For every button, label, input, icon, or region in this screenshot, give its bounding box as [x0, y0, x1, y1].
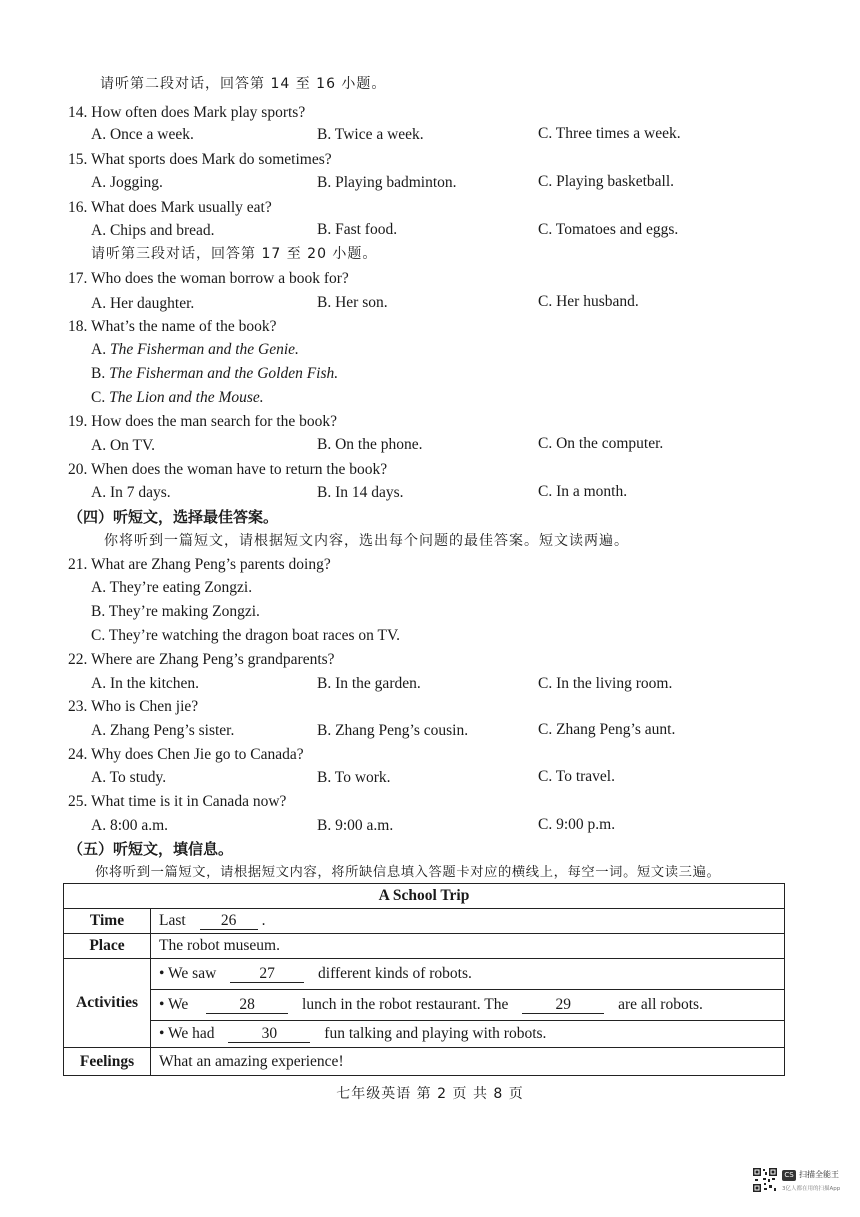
- question-25: 25. What time is it in Canada now?: [68, 793, 287, 810]
- q18-option-a-title: The Fisherman and the Genie.: [109, 341, 299, 358]
- place-text: The robot museum.: [151, 934, 785, 959]
- q17-option-b: B. Her son.: [317, 294, 388, 311]
- scanner-tagline: 3亿人都在用的扫描App: [782, 1186, 841, 1192]
- question-21: 21. What are Zhang Peng’s parents doing?: [68, 556, 331, 573]
- activity-1: [151, 959, 785, 990]
- q18-option-b: [91, 364, 338, 384]
- q24-option-b: B. To work.: [317, 769, 391, 786]
- blank-30[interactable]: 30: [228, 1026, 310, 1043]
- activity-1-pre: • We saw: [159, 965, 217, 982]
- part4-title: （四）听短文，选择最佳答案。: [68, 508, 279, 526]
- q15-option-b: B. Playing badminton.: [317, 174, 457, 191]
- q20-option-c: C. In a month.: [538, 483, 628, 500]
- question-23: 23. Who is Chen jie?: [68, 698, 199, 715]
- q18-option-c-title: The Lion and the Mouse.: [109, 389, 264, 406]
- q16-option-a: A. Chips and bread.: [91, 222, 215, 239]
- scanner-app-name: 扫描全能王: [799, 1170, 839, 1179]
- question-16: 16. What does Mark usually eat?: [68, 199, 272, 216]
- q18-option-b-title: The Fisherman and the Golden Fish.: [109, 365, 339, 382]
- q22-option-c: C. In the living room.: [538, 675, 673, 692]
- q22-option-a: A. In the kitchen.: [91, 675, 200, 692]
- activity-3-post: fun talking and playing with robots.: [324, 1025, 547, 1042]
- q23-option-b: B. Zhang Peng’s cousin.: [317, 722, 469, 739]
- activities-label: Activities: [64, 959, 151, 1048]
- q19-option-b: B. On the phone.: [317, 436, 423, 453]
- q20-option-b: B. In 14 days.: [317, 484, 404, 501]
- activity-2: [151, 990, 785, 1021]
- time-text: Last: [159, 912, 186, 929]
- part5-instructions: 你将听到一篇短文，请根据短文内容，将所缺信息填入答题卡对应的横线上，每空一词。短文读三遍。: [95, 865, 721, 880]
- page-footer: 七年级英语 第 2 页 共 8 页: [336, 1086, 524, 1102]
- q14-option-b: B. Twice a week.: [317, 126, 424, 143]
- question-18: 18. What’s the name of the book?: [68, 318, 277, 335]
- q18-option-c-letter: C.: [91, 389, 110, 406]
- q21-option-c: C. They’re watching the dragon boat races on TV.: [91, 627, 401, 644]
- q14-option-a: A. Once a week.: [91, 126, 194, 143]
- question-14: 14. How often does Mark play sports?: [68, 104, 306, 121]
- q15-option-a: A. Jogging.: [91, 174, 163, 191]
- q17-option-a: A. Her daughter.: [91, 295, 195, 312]
- scanner-watermark: [752, 1167, 844, 1199]
- q15-option-c: C. Playing basketball.: [538, 173, 675, 190]
- q18-option-b-letter: B.: [91, 365, 110, 382]
- feelings-text: What an amazing experience!: [151, 1048, 785, 1076]
- q25-option-b: B. 9:00 a.m.: [317, 817, 394, 834]
- activity-2-post: are all robots.: [618, 996, 703, 1013]
- q25-option-c: C. 9:00 p.m.: [538, 816, 616, 833]
- question-19: 19. How does the man search for the book?: [68, 413, 338, 430]
- activity-2-pre: • We: [159, 996, 189, 1013]
- blank-29[interactable]: 29: [522, 997, 604, 1014]
- activity-2-mid: lunch in the robot restaurant. The: [302, 996, 509, 1013]
- q20-option-a: A. In 7 days.: [91, 484, 171, 501]
- q18-option-a-letter: A.: [91, 341, 110, 358]
- blank-28[interactable]: 28: [206, 997, 288, 1014]
- section2-intro: 请听第二段对话，回答第 14 至 16 小题。: [100, 76, 387, 92]
- question-17: 17. Who does the woman borrow a book for?: [68, 270, 349, 287]
- q23-option-a: A. Zhang Peng’s sister.: [91, 722, 235, 739]
- place-label: Place: [64, 934, 151, 959]
- q21-option-b: B. They’re making Zongzi.: [91, 603, 260, 620]
- q18-option-c: [91, 388, 264, 408]
- question-20: 20. When does the woman have to return the book?: [68, 461, 388, 478]
- activity-1-post: different kinds of robots.: [318, 965, 472, 982]
- camscanner-logo-icon: CS: [782, 1170, 796, 1181]
- q22-option-b: B. In the garden.: [317, 675, 421, 692]
- time-cell: [151, 909, 785, 934]
- table-title: A School Trip: [64, 884, 785, 909]
- question-15: 15. What sports does Mark do sometimes?: [68, 151, 332, 168]
- section3-intro: 请听第三段对话，回答第 17 至 20 小题。: [91, 246, 378, 262]
- time-period: .: [261, 912, 266, 929]
- q23-option-c: C. Zhang Peng’s aunt.: [538, 721, 676, 738]
- question-24: 24. Why does Chen Jie go to Canada?: [68, 746, 304, 763]
- q16-option-c: C. Tomatoes and eggs.: [538, 221, 679, 238]
- q16-option-b: B. Fast food.: [317, 221, 398, 238]
- q19-option-a: A. On TV.: [91, 437, 156, 454]
- blank-27[interactable]: 27: [230, 966, 304, 983]
- school-trip-table: [63, 883, 785, 1076]
- part4-instructions: 你将听到一篇短文，请根据短文内容，选出每个问题的最佳答案。短文读两遍。: [104, 533, 629, 549]
- question-22: 22. Where are Zhang Peng’s grandparents?: [68, 651, 335, 668]
- time-label: Time: [64, 909, 151, 934]
- qr-code-icon: [752, 1167, 778, 1193]
- q25-option-a: A. 8:00 a.m.: [91, 817, 169, 834]
- q19-option-c: C. On the computer.: [538, 435, 664, 452]
- q17-option-c: C. Her husband.: [538, 293, 639, 310]
- q14-option-c: C. Three times a week.: [538, 125, 681, 142]
- activity-3: [151, 1021, 785, 1048]
- activity-3-pre: • We had: [159, 1025, 215, 1042]
- part5-title: （五）听短文，填信息。: [68, 840, 234, 858]
- blank-26[interactable]: 26: [200, 913, 258, 930]
- q24-option-c: C. To travel.: [538, 768, 615, 785]
- feelings-label: Feelings: [64, 1048, 151, 1076]
- q21-option-a: A. They’re eating Zongzi.: [91, 579, 253, 596]
- q18-option-a: [91, 340, 299, 360]
- q24-option-a: A. To study.: [91, 769, 167, 786]
